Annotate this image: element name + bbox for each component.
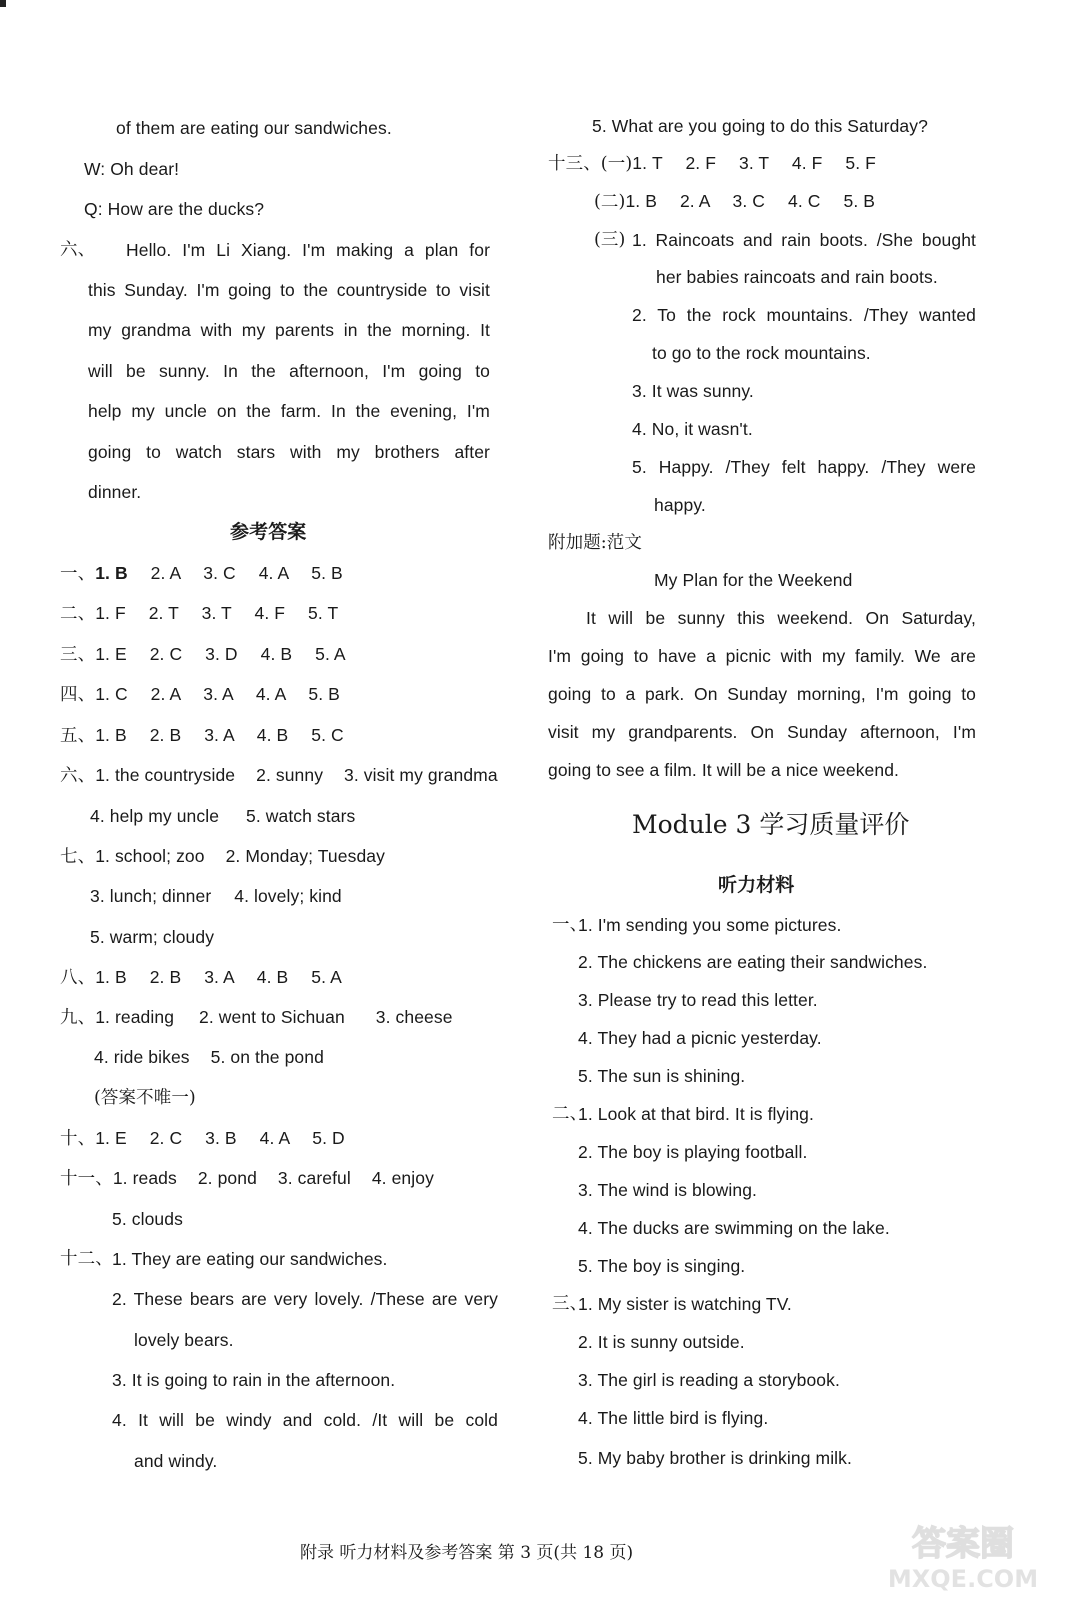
- essay-title: My Plan for the Weekend: [654, 570, 853, 590]
- answer-row: 3. lunch; dinner 4. lovely; kind: [90, 886, 342, 906]
- listening-line: 3. The girl is reading a storybook.: [578, 1370, 840, 1390]
- answer-row: 四、1. C 2. A 3. A 4. A 5. B: [60, 684, 340, 705]
- listening-line: 1. My sister is watching TV.: [578, 1294, 792, 1314]
- passage-line: going to watch stars with my brothers after: [88, 442, 490, 462]
- listening-line: 2. It is sunny outside.: [578, 1332, 745, 1352]
- answer-row: 5. warm; cloudy: [90, 927, 215, 947]
- answer-row: 5. clouds: [112, 1209, 183, 1229]
- section-label-part3: (三): [594, 230, 626, 250]
- dialog-line: of them are eating our sandwiches.: [116, 118, 392, 138]
- passage-line: will be sunny. In the afternoon, I'm going to: [88, 361, 490, 381]
- listening-line: 2. The boy is playing football.: [578, 1142, 808, 1162]
- dialog-line: Q: How are the ducks?: [84, 199, 265, 219]
- answer-row: 十一、1. reads 2. pond 3. careful 4. enjoy: [60, 1168, 434, 1189]
- passage-line: my grandma with my parents in the morning. It: [88, 320, 490, 340]
- answer-sentence: 1. Raincoats and rain boots. /She bought: [632, 230, 976, 250]
- dialog-line: W: Oh dear!: [84, 159, 180, 179]
- listening-line: 4. The little bird is flying.: [578, 1408, 769, 1428]
- answer-sentence: 4. No, it wasn't.: [632, 419, 753, 439]
- svg-text:答案圈: 答案圈: [912, 1524, 1014, 1564]
- listening-line: 3. Please try to read this letter.: [578, 990, 818, 1010]
- listening-line: 1. I'm sending you some pictures.: [578, 915, 842, 935]
- watermark: [863, 1515, 1063, 1595]
- watermark-logo-icon: [863, 1515, 1063, 1595]
- essay-line: going to a park. On Sunday morning, I'm going to: [548, 684, 976, 704]
- answer-row: 九、1. reading 2. went to Sichuan 3. cheese: [60, 1007, 453, 1028]
- listening-line: 5. The boy is singing.: [578, 1256, 746, 1276]
- listening-line: 5. My baby brother is drinking milk.: [578, 1448, 852, 1468]
- page-footer: 附录 听力材料及参考答案 第 3 页(共 18 页): [300, 1543, 634, 1563]
- passage-line: dinner.: [88, 482, 142, 502]
- section-label-twelve: 十二、: [60, 1249, 113, 1269]
- module-title: Module 3 学习质量评价: [632, 810, 910, 839]
- answer-sentence: 2. To the rock mountains. /They wanted: [632, 305, 976, 325]
- essay-line: visit my grandparents. On Sunday afternoon, I'm: [548, 722, 976, 742]
- answers-title: 参考答案: [230, 521, 307, 543]
- section-label-three: 三、: [552, 1294, 588, 1314]
- answer-sentence: 5. Happy. /They felt happy. /They were: [632, 457, 976, 477]
- answer-sentence: 3. It is going to rain in the afternoon.: [112, 1370, 396, 1390]
- question-line: 5. What are you going to do this Saturday?: [592, 116, 928, 136]
- answer-sentence: 1. They are eating our sandwiches.: [112, 1249, 388, 1269]
- answer-row: 4. help my uncle 5. watch stars: [90, 806, 356, 826]
- passage-line: Hello. I'm Li Xiang. I'm making a plan for: [126, 240, 490, 260]
- answer-row: (二)1. B 2. A 3. C 4. C 5. B: [594, 191, 876, 212]
- answer-row: 八、1. B 2. B 3. A 4. B 5. A: [60, 967, 342, 988]
- section-label-six: 六、: [60, 240, 96, 260]
- answer-row: 二、1. F 2. T 3. T 4. F 5. T: [60, 603, 339, 624]
- answer-sentence: happy.: [654, 495, 706, 515]
- answer-row: 六、1. the countryside 2. sunny 3. visit my grandma: [60, 765, 498, 786]
- answer-row: 七、1. school; zoo 2. Monday; Tuesday: [60, 846, 385, 867]
- listening-line: 2. The chickens are eating their sandwiches.: [578, 952, 928, 972]
- passage-line: help my uncle on the farm. In the evening, I'm: [88, 401, 490, 421]
- listening-line: 4. The ducks are swimming on the lake.: [578, 1218, 890, 1238]
- answer-row: 五、1. B 2. B 3. A 4. B 5. C: [60, 725, 344, 746]
- answer-row: 一、1. B 2. A 3. C 4. A 5. B: [60, 563, 343, 584]
- answer-row: 4. ride bikes 5. on the pond: [94, 1047, 324, 1067]
- answer-sentence: 2. These bears are very lovely. /These are very: [112, 1289, 498, 1309]
- answer-note: (答案不唯一): [94, 1088, 196, 1108]
- answer-sentence: and windy.: [134, 1451, 218, 1471]
- svg-text:MXQE.COM: MXQE.COM: [887, 1565, 1039, 1593]
- section-label-two: 二、: [552, 1104, 588, 1124]
- listening-title: 听力材料: [718, 874, 795, 896]
- section-label-one: 一、: [552, 915, 588, 935]
- listening-line: 3. The wind is blowing.: [578, 1180, 758, 1200]
- answer-sentence: her babies raincoats and rain boots.: [656, 267, 938, 287]
- corner-mark: [0, 0, 6, 7]
- answer-sentence: to go to the rock mountains.: [652, 343, 871, 363]
- listening-line: 4. They had a picnic yesterday.: [578, 1028, 822, 1048]
- essay-line: going to see a film. It will be a nice weekend.: [548, 760, 899, 780]
- listening-line: 5. The sun is shining.: [578, 1066, 746, 1086]
- essay-line: It will be sunny this weekend. On Saturday,: [586, 608, 976, 628]
- extra-label: 附加题:范文: [548, 533, 642, 553]
- essay-line: I'm going to have a picnic with my family. We are: [548, 646, 976, 666]
- answer-row: 三、1. E 2. C 3. D 4. B 5. A: [60, 644, 346, 665]
- listening-line: 1. Look at that bird. It is flying.: [578, 1104, 814, 1124]
- answer-sentence: 4. It will be windy and cold. /It will be cold: [112, 1410, 498, 1430]
- passage-line: this Sunday. I'm going to the countryside to visit: [88, 280, 490, 300]
- answer-sentence: lovely bears.: [134, 1330, 234, 1350]
- answer-row: 十、1. E 2. C 3. B 4. A 5. D: [60, 1128, 345, 1149]
- answer-row: 十三、(一)1. T 2. F 3. T 4. F 5. F: [548, 153, 876, 174]
- answer-sentence: 3. It was sunny.: [632, 381, 754, 401]
